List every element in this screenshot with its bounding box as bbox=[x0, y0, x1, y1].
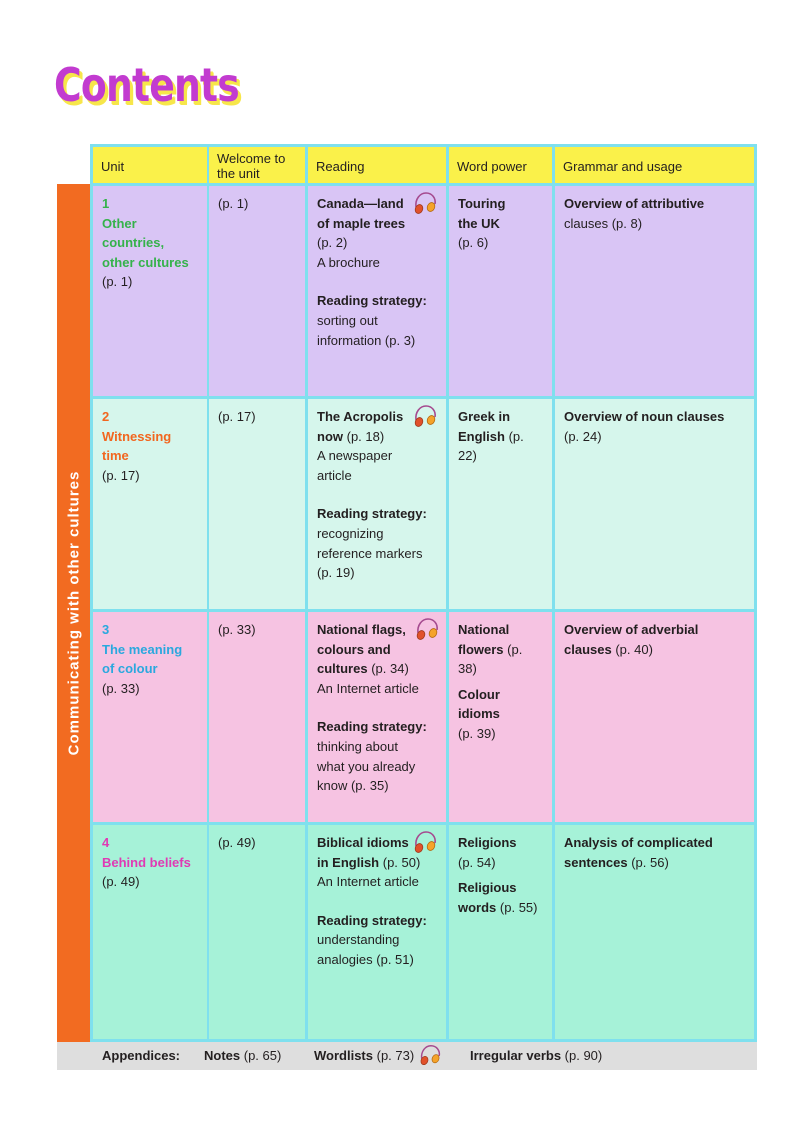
reading-type: An Internet article bbox=[317, 680, 419, 696]
strategy-line: reference markers bbox=[317, 545, 423, 561]
unit-number: 3 bbox=[102, 622, 110, 637]
unit-3-reading bbox=[308, 612, 446, 822]
unit-title-line: The meaning bbox=[102, 641, 183, 657]
strategy-label: Reading strategy: bbox=[317, 912, 427, 928]
header-welcome-line2: the unit bbox=[217, 166, 260, 181]
grammar-line: Overview of attributive bbox=[564, 196, 705, 211]
unit-1-word-power bbox=[449, 186, 552, 396]
header-grammar: Grammar and usage bbox=[555, 147, 754, 183]
irregular-page: (p. 90) bbox=[564, 1048, 603, 1063]
headphones-icon bbox=[414, 616, 440, 642]
welcome-page: (p. 1) bbox=[218, 196, 249, 211]
unit-title-line: countries, bbox=[102, 235, 165, 251]
word-power-page: (p. 39) bbox=[458, 725, 496, 741]
page-title: Contents bbox=[54, 58, 239, 112]
welcome-page: (p. 49) bbox=[218, 835, 256, 850]
strategy-label: Reading strategy: bbox=[317, 719, 427, 735]
word-power-line: words bbox=[458, 899, 497, 915]
appendices-bar bbox=[57, 1042, 757, 1070]
header-reading: Reading bbox=[308, 147, 446, 183]
reading-title-line: in English bbox=[317, 854, 380, 870]
reading-page: (p. 2) bbox=[317, 235, 348, 251]
appendix-irregular-verbs bbox=[470, 1048, 602, 1063]
reading-page: (p. 50) bbox=[382, 854, 421, 870]
word-power-line: Touring bbox=[458, 196, 506, 211]
unit-3-welcome bbox=[209, 612, 305, 822]
headphones-icon bbox=[412, 829, 438, 855]
unit-1-welcome bbox=[209, 186, 305, 396]
word-power-page: (p. 55) bbox=[499, 899, 538, 915]
word-power-page: (p. 38) bbox=[458, 641, 523, 677]
welcome-page: (p. 17) bbox=[218, 409, 256, 424]
header-welcome bbox=[209, 147, 305, 183]
grammar-line: Analysis of complicated bbox=[564, 835, 713, 850]
reading-title-line: of maple trees bbox=[317, 215, 406, 231]
word-power-line: flowers bbox=[458, 641, 504, 657]
unit-4-grammar bbox=[555, 825, 754, 1039]
reading-title-line: Biblical idioms bbox=[317, 835, 409, 850]
unit-2-cell bbox=[93, 399, 207, 609]
reading-title-line: cultures bbox=[317, 661, 368, 677]
word-power-page: (p. 6) bbox=[458, 235, 489, 251]
header-word-power: Word power bbox=[449, 147, 552, 183]
unit-page: (p. 33) bbox=[102, 680, 140, 696]
unit-1-reading bbox=[308, 186, 446, 396]
unit-1-cell bbox=[93, 186, 207, 396]
appendix-notes bbox=[204, 1048, 281, 1063]
wordlists-title: Wordlists bbox=[314, 1048, 373, 1063]
unit-number: 1 bbox=[102, 196, 110, 211]
unit-title-line: Other bbox=[102, 215, 137, 231]
unit-number: 4 bbox=[102, 835, 110, 850]
reading-type-line: A newspaper bbox=[317, 448, 393, 464]
strategy-line: analogies (p. 51) bbox=[317, 951, 414, 967]
word-power-line: Religious bbox=[458, 880, 517, 896]
unit-3-grammar bbox=[555, 612, 754, 822]
reading-type: A brochure bbox=[317, 254, 380, 270]
unit-2-reading bbox=[308, 399, 446, 609]
strategy-label: Reading strategy: bbox=[317, 293, 427, 309]
appendices-label: Appendices: bbox=[102, 1048, 181, 1063]
headphones-icon bbox=[418, 1043, 442, 1067]
unit-title-line: time bbox=[102, 448, 129, 464]
unit-4-word-power bbox=[449, 825, 552, 1039]
strategy-line: information (p. 3) bbox=[317, 332, 416, 348]
grammar-line: clauses bbox=[564, 641, 612, 657]
unit-page: (p. 17) bbox=[102, 467, 140, 483]
unit-2-word-power bbox=[449, 399, 552, 609]
welcome-page: (p. 33) bbox=[218, 622, 256, 637]
grammar-page: (p. 40) bbox=[615, 641, 653, 657]
word-power-line: National bbox=[458, 622, 510, 637]
grammar-page: (p. 56) bbox=[631, 854, 669, 870]
reading-title-line: now bbox=[317, 428, 343, 444]
word-power-title: Colour idioms bbox=[458, 686, 500, 722]
strategy-line: know (p. 35) bbox=[317, 778, 389, 794]
unit-1-grammar bbox=[555, 186, 754, 396]
strategy-line: thinking about bbox=[317, 738, 398, 754]
unit-number: 2 bbox=[102, 409, 110, 424]
unit-3-cell bbox=[93, 612, 207, 822]
strategy-line: what you already bbox=[317, 758, 416, 774]
reading-type-line: article bbox=[317, 467, 352, 483]
grammar-line: Overview of adverbial bbox=[564, 622, 699, 637]
grammar-line: clauses (p. 8) bbox=[564, 215, 643, 231]
header-unit: Unit bbox=[93, 147, 207, 183]
reading-type: An Internet article bbox=[317, 874, 419, 890]
grammar-line: sentences bbox=[564, 854, 628, 870]
unit-3-word-power bbox=[449, 612, 552, 822]
appendix-wordlists bbox=[314, 1048, 414, 1063]
unit-4-welcome bbox=[209, 825, 305, 1039]
reading-page: (p. 34) bbox=[371, 661, 409, 677]
strategy-line: sorting out bbox=[317, 312, 378, 328]
unit-title-line: of colour bbox=[102, 661, 158, 677]
word-power-page: (p. 22) bbox=[458, 428, 524, 464]
notes-page: (p. 65) bbox=[243, 1048, 282, 1063]
strategy-line: recognizing bbox=[317, 525, 384, 541]
grammar-line: Overview of noun clauses bbox=[564, 409, 725, 424]
reading-title-line: colours and bbox=[317, 641, 391, 657]
reading-title-line: The Acropolis bbox=[317, 409, 404, 424]
headphones-icon bbox=[412, 190, 438, 216]
reading-title-line: Canada—land bbox=[317, 196, 404, 211]
unit-page: (p. 1) bbox=[102, 274, 133, 290]
header-welcome-line1: Welcome to bbox=[217, 151, 286, 166]
reading-page: (p. 18) bbox=[346, 428, 385, 444]
strategy-label: Reading strategy: bbox=[317, 506, 427, 522]
grammar-line: (p. 24) bbox=[564, 428, 602, 444]
theme-label: Communicating with other cultures bbox=[65, 470, 82, 756]
notes-title: Notes bbox=[204, 1048, 241, 1063]
unit-title-line: Behind beliefs bbox=[102, 854, 191, 870]
word-power-title: Religions bbox=[458, 835, 517, 850]
irregular-title: Irregular verbs bbox=[470, 1048, 562, 1063]
unit-title-line: Witnessing bbox=[102, 428, 172, 444]
unit-title-line: other cultures bbox=[102, 254, 189, 270]
word-power-line: English bbox=[458, 428, 505, 444]
strategy-line: (p. 19) bbox=[317, 565, 355, 581]
wordlists-page: (p. 73) bbox=[376, 1048, 415, 1063]
unit-4-cell bbox=[93, 825, 207, 1039]
word-power-page: (p. 54) bbox=[458, 854, 496, 870]
unit-4-reading bbox=[308, 825, 446, 1039]
unit-2-welcome bbox=[209, 399, 305, 609]
word-power-line: Greek in bbox=[458, 409, 511, 424]
reading-title-line: National flags, bbox=[317, 622, 406, 637]
headphones-icon bbox=[412, 403, 438, 429]
unit-page: (p. 49) bbox=[102, 874, 140, 890]
strategy-line: understanding bbox=[317, 932, 400, 948]
word-power-line: the UK bbox=[458, 215, 500, 231]
unit-2-grammar bbox=[555, 399, 754, 609]
theme-sidebar bbox=[57, 184, 90, 1042]
